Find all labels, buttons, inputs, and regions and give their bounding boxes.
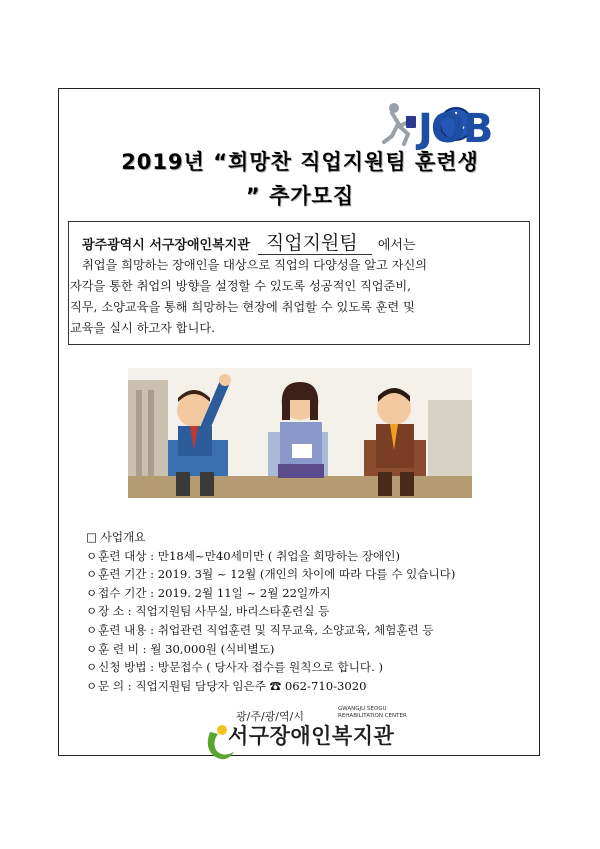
- intro-line: 자각을 통한 취업의 방향을 설정할 수 있도록 성공적인 직업준비,: [70, 279, 411, 293]
- org-name: 광주광역시 서구장애인복지관: [82, 238, 250, 253]
- overview-item: ㅇ 신청 방법 : 방문접수 ( 당사자 접수를 원칙으로 합니다. ): [86, 660, 383, 675]
- job-logo-text: JOB: [418, 106, 492, 150]
- illustration-job-seekers: [128, 360, 472, 498]
- intro-line: 직무, 소양교육을 통해 희망하는 현장에 취업할 수 있도록 훈련 및: [70, 300, 415, 314]
- overview-heading: □ 사업개요: [86, 530, 146, 544]
- page-title-line2: ” 추가모집: [245, 184, 355, 208]
- intro-org-line: [82, 228, 416, 255]
- footer-english: GWANGJU SEOGU REHABILITATION CENTER: [338, 706, 407, 719]
- job-logo: [382, 98, 526, 150]
- overview-item: ㅇ 문 의 : 직업지원팀 담당자 임은주 ☎ 062-710-3020: [86, 678, 367, 693]
- org-suffix: 에서는: [377, 238, 416, 253]
- intro-line: 교육을 실시 하고자 합니다.: [70, 321, 216, 335]
- intro-line: 취업을 희망하는 장애인을 대상으로 직업의 다양성을 알고 자신의: [82, 258, 427, 272]
- page-title-line1: 2019년 “희망찬 직업지원팀 훈련생: [121, 150, 479, 174]
- overview-item: ㅇ 훈련 기간 : 2019. 3월 ~ 12월 (개인의 차이에 따라 다를 수 있습니다): [86, 567, 456, 582]
- overview-item: ㅇ 훈련 대상 : 만18세~만40세미만 ( 취업을 희망하는 장애인): [86, 548, 400, 563]
- overview-item: ㅇ 훈 련 비 : 월 30,000원 (식비별도): [86, 641, 275, 656]
- overview-item: ㅇ 장 소 : 직업지원팀 사무실, 바리스타훈련실 등: [86, 604, 330, 619]
- running-man-icon: [384, 103, 416, 144]
- overview-item: ㅇ 접수 기간 : 2019. 2월 11일 ~ 2월 22일까지: [86, 585, 331, 600]
- team-name: 직업지원팀: [258, 232, 372, 255]
- project-overview: [86, 528, 455, 695]
- footer-city: 광/주/광/역/시: [236, 710, 304, 723]
- overview-item: ㅇ 훈련 내용 : 취업관련 직업훈련 및 직무교육, 소양교육, 체험훈련 등: [86, 622, 434, 637]
- intro-text: [70, 255, 520, 339]
- footer-center-name: 서구장애인복지관: [228, 724, 395, 748]
